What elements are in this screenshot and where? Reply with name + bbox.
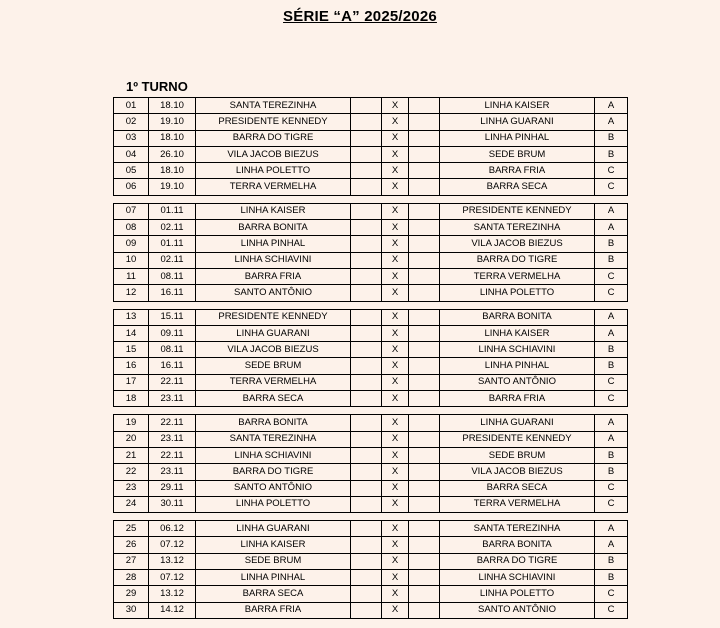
match-date-cell: 06.12 [149, 521, 196, 537]
match-number-cell: 28 [114, 570, 149, 586]
away-team-cell: VILA JACOB BIEZUS [440, 464, 595, 480]
away-score-cell [409, 220, 440, 236]
away-score-cell [409, 163, 440, 179]
away-team-cell: LINHA GUARANI [440, 415, 595, 431]
match-number-cell: 04 [114, 146, 149, 162]
match-number-cell: 16 [114, 358, 149, 374]
table-row [114, 496, 628, 512]
table-row [114, 98, 628, 114]
home-team-cell: LINHA GUARANI [196, 521, 351, 537]
table-row [114, 431, 628, 447]
table-row [114, 163, 628, 179]
versus-cell: X [382, 342, 409, 358]
match-number-cell: 02 [114, 114, 149, 130]
away-score-cell [409, 480, 440, 496]
away-score-cell [409, 342, 440, 358]
home-score-cell [351, 342, 382, 358]
match-date-cell: 01.11 [149, 203, 196, 219]
fixtures-table [113, 97, 628, 619]
match-date-cell: 26.10 [149, 146, 196, 162]
group-cell: B [595, 146, 628, 162]
away-score-cell [409, 268, 440, 284]
home-team-cell: SANTA TEREZINHA [196, 98, 351, 114]
group-cell: C [595, 496, 628, 512]
home-score-cell [351, 114, 382, 130]
versus-cell: X [382, 586, 409, 602]
match-date-cell: 02.11 [149, 220, 196, 236]
match-date-cell: 23.11 [149, 431, 196, 447]
group-cell: A [595, 325, 628, 341]
home-team-cell: BARRA FRIA [196, 602, 351, 618]
home-team-cell: LINHA POLETTO [196, 496, 351, 512]
away-team-cell: BARRA BONITA [440, 537, 595, 553]
versus-cell: X [382, 521, 409, 537]
home-score-cell [351, 203, 382, 219]
home-team-cell: SEDE BRUM [196, 553, 351, 569]
match-date-cell: 16.11 [149, 358, 196, 374]
match-number-cell: 05 [114, 163, 149, 179]
away-team-cell: BARRA BONITA [440, 309, 595, 325]
away-team-cell: SEDE BRUM [440, 447, 595, 463]
away-team-cell: SANTA TEREZINHA [440, 521, 595, 537]
table-row [114, 602, 628, 618]
home-score-cell [351, 146, 382, 162]
match-number-cell: 13 [114, 309, 149, 325]
group-cell: C [595, 374, 628, 390]
away-score-cell [409, 285, 440, 301]
away-team-cell: LINHA POLETTO [440, 285, 595, 301]
group-cell: C [595, 480, 628, 496]
table-block-separator-cell [114, 301, 595, 309]
home-score-cell [351, 496, 382, 512]
away-team-cell: LINHA GUARANI [440, 114, 595, 130]
match-date-cell: 07.12 [149, 570, 196, 586]
home-score-cell [351, 537, 382, 553]
home-team-cell: TERRA VERMELHA [196, 374, 351, 390]
home-score-cell [351, 464, 382, 480]
match-date-cell: 16.11 [149, 285, 196, 301]
home-team-cell: TERRA VERMELHA [196, 179, 351, 195]
away-team-cell: PRESIDENTE KENNEDY [440, 203, 595, 219]
home-score-cell [351, 391, 382, 407]
match-date-cell: 22.11 [149, 374, 196, 390]
table-row [114, 358, 628, 374]
table-row [114, 220, 628, 236]
match-number-cell: 19 [114, 415, 149, 431]
home-team-cell: VILA JACOB BIEZUS [196, 146, 351, 162]
home-score-cell [351, 309, 382, 325]
away-score-cell [409, 358, 440, 374]
match-number-cell: 24 [114, 496, 149, 512]
versus-cell: X [382, 179, 409, 195]
versus-cell: X [382, 325, 409, 341]
table-block-separator [114, 195, 628, 203]
away-score-cell [409, 496, 440, 512]
group-cell: C [595, 285, 628, 301]
home-score-cell [351, 325, 382, 341]
home-team-cell: BARRA DO TIGRE [196, 130, 351, 146]
away-score-cell [409, 98, 440, 114]
away-score-cell [409, 602, 440, 618]
versus-cell: X [382, 391, 409, 407]
home-score-cell [351, 179, 382, 195]
away-team-cell: LINHA SCHIAVINI [440, 342, 595, 358]
versus-cell: X [382, 553, 409, 569]
group-cell: C [595, 586, 628, 602]
home-score-cell [351, 268, 382, 284]
home-team-cell: VILA JACOB BIEZUS [196, 342, 351, 358]
match-date-cell: 15.11 [149, 309, 196, 325]
versus-cell: X [382, 464, 409, 480]
match-date-cell: 07.12 [149, 537, 196, 553]
match-date-cell: 01.11 [149, 236, 196, 252]
table-block-separator-cell [114, 407, 595, 415]
table-row [114, 179, 628, 195]
home-team-cell: BARRA BONITA [196, 220, 351, 236]
home-team-cell: PRESIDENTE KENNEDY [196, 309, 351, 325]
table-row [114, 537, 628, 553]
away-team-cell: TERRA VERMELHA [440, 496, 595, 512]
match-date-cell: 19.10 [149, 179, 196, 195]
versus-cell: X [382, 496, 409, 512]
home-team-cell: BARRA DO TIGRE [196, 464, 351, 480]
match-number-cell: 18 [114, 391, 149, 407]
home-score-cell [351, 553, 382, 569]
away-team-cell: LINHA KAISER [440, 98, 595, 114]
away-score-cell [409, 252, 440, 268]
versus-cell: X [382, 415, 409, 431]
table-row [114, 285, 628, 301]
versus-cell: X [382, 309, 409, 325]
group-cell: B [595, 342, 628, 358]
group-cell: A [595, 521, 628, 537]
away-score-cell [409, 325, 440, 341]
table-row [114, 309, 628, 325]
table-row [114, 342, 628, 358]
table-block-separator [114, 301, 628, 309]
match-number-cell: 11 [114, 268, 149, 284]
match-date-cell: 22.11 [149, 415, 196, 431]
home-score-cell [351, 252, 382, 268]
home-team-cell: SANTO ANTÔNIO [196, 480, 351, 496]
home-team-cell: LINHA PINHAL [196, 236, 351, 252]
versus-cell: X [382, 220, 409, 236]
table-row [114, 447, 628, 463]
home-score-cell [351, 480, 382, 496]
fixtures-table-body [114, 98, 628, 619]
page-title: SÉRIE “A” 2025/2026 [283, 8, 437, 25]
home-team-cell: LINHA SCHIAVINI [196, 447, 351, 463]
away-score-cell [409, 374, 440, 390]
home-score-cell [351, 220, 382, 236]
versus-cell: X [382, 236, 409, 252]
versus-cell: X [382, 146, 409, 162]
versus-cell: X [382, 570, 409, 586]
home-team-cell: SEDE BRUM [196, 358, 351, 374]
away-team-cell: BARRA DO TIGRE [440, 252, 595, 268]
away-team-cell: LINHA SCHIAVINI [440, 570, 595, 586]
versus-cell: X [382, 447, 409, 463]
group-cell: C [595, 391, 628, 407]
away-team-cell: VILA JACOB BIEZUS [440, 236, 595, 252]
home-score-cell [351, 358, 382, 374]
table-row [114, 130, 628, 146]
match-date-cell: 08.11 [149, 342, 196, 358]
home-score-cell [351, 98, 382, 114]
versus-cell: X [382, 114, 409, 130]
match-date-cell: 29.11 [149, 480, 196, 496]
home-team-cell: LINHA KAISER [196, 537, 351, 553]
away-team-cell: LINHA PINHAL [440, 130, 595, 146]
away-score-cell [409, 415, 440, 431]
away-score-cell [409, 114, 440, 130]
home-team-cell: SANTO ANTÔNIO [196, 285, 351, 301]
home-team-cell: BARRA FRIA [196, 268, 351, 284]
away-score-cell [409, 537, 440, 553]
match-number-cell: 09 [114, 236, 149, 252]
versus-cell: X [382, 285, 409, 301]
match-date-cell: 13.12 [149, 553, 196, 569]
match-date-cell: 18.10 [149, 130, 196, 146]
away-score-cell [409, 146, 440, 162]
match-date-cell: 09.11 [149, 325, 196, 341]
table-row [114, 586, 628, 602]
table-row [114, 268, 628, 284]
group-cell: B [595, 464, 628, 480]
home-score-cell [351, 285, 382, 301]
home-team-cell: PRESIDENTE KENNEDY [196, 114, 351, 130]
home-team-cell: BARRA SECA [196, 586, 351, 602]
away-score-cell [409, 203, 440, 219]
away-team-cell: BARRA FRIA [440, 391, 595, 407]
home-score-cell [351, 570, 382, 586]
group-cell: A [595, 309, 628, 325]
group-cell: B [595, 236, 628, 252]
away-score-cell [409, 431, 440, 447]
match-date-cell: 23.11 [149, 391, 196, 407]
away-score-cell [409, 130, 440, 146]
away-score-cell [409, 586, 440, 602]
away-team-cell: SANTO ANTÔNIO [440, 602, 595, 618]
table-row [114, 570, 628, 586]
versus-cell: X [382, 480, 409, 496]
group-cell: C [595, 163, 628, 179]
table-row [114, 553, 628, 569]
group-cell: B [595, 358, 628, 374]
group-cell: A [595, 537, 628, 553]
section-heading-turno: 1º TURNO [126, 79, 188, 94]
match-number-cell: 10 [114, 252, 149, 268]
group-cell: A [595, 415, 628, 431]
away-team-cell: BARRA DO TIGRE [440, 553, 595, 569]
match-number-cell: 06 [114, 179, 149, 195]
away-score-cell [409, 464, 440, 480]
table-row [114, 521, 628, 537]
versus-cell: X [382, 358, 409, 374]
match-number-cell: 03 [114, 130, 149, 146]
match-number-cell: 15 [114, 342, 149, 358]
versus-cell: X [382, 98, 409, 114]
group-cell: C [595, 602, 628, 618]
home-team-cell: LINHA POLETTO [196, 163, 351, 179]
table-row [114, 480, 628, 496]
home-score-cell [351, 374, 382, 390]
group-cell: B [595, 570, 628, 586]
versus-cell: X [382, 537, 409, 553]
table-row [114, 325, 628, 341]
home-team-cell: LINHA KAISER [196, 203, 351, 219]
away-score-cell [409, 521, 440, 537]
versus-cell: X [382, 431, 409, 447]
home-team-cell: SANTA TEREZINHA [196, 431, 351, 447]
home-team-cell: LINHA GUARANI [196, 325, 351, 341]
away-team-cell: LINHA KAISER [440, 325, 595, 341]
match-number-cell: 12 [114, 285, 149, 301]
match-date-cell: 08.11 [149, 268, 196, 284]
match-number-cell: 23 [114, 480, 149, 496]
versus-cell: X [382, 268, 409, 284]
home-score-cell [351, 586, 382, 602]
match-date-cell: 18.10 [149, 163, 196, 179]
away-team-cell: BARRA SECA [440, 480, 595, 496]
table-row [114, 391, 628, 407]
table-row [114, 415, 628, 431]
home-team-cell: BARRA BONITA [196, 415, 351, 431]
away-score-cell [409, 447, 440, 463]
match-number-cell: 01 [114, 98, 149, 114]
away-team-cell: BARRA SECA [440, 179, 595, 195]
match-date-cell: 30.11 [149, 496, 196, 512]
away-score-cell [409, 391, 440, 407]
versus-cell: X [382, 130, 409, 146]
group-cell: B [595, 447, 628, 463]
table-row [114, 114, 628, 130]
match-date-cell: 18.10 [149, 98, 196, 114]
group-cell: B [595, 553, 628, 569]
table-row [114, 236, 628, 252]
away-team-cell: LINHA PINHAL [440, 358, 595, 374]
home-score-cell [351, 163, 382, 179]
away-team-cell: SANTO ANTÔNIO [440, 374, 595, 390]
match-number-cell: 29 [114, 586, 149, 602]
home-score-cell [351, 130, 382, 146]
versus-cell: X [382, 163, 409, 179]
away-score-cell [409, 553, 440, 569]
group-cell: A [595, 220, 628, 236]
versus-cell: X [382, 252, 409, 268]
match-number-cell: 25 [114, 521, 149, 537]
home-score-cell [351, 521, 382, 537]
away-team-cell: PRESIDENTE KENNEDY [440, 431, 595, 447]
away-score-cell [409, 309, 440, 325]
match-number-cell: 14 [114, 325, 149, 341]
versus-cell: X [382, 203, 409, 219]
table-row [114, 374, 628, 390]
home-team-cell: LINHA PINHAL [196, 570, 351, 586]
group-cell: A [595, 114, 628, 130]
match-number-cell: 08 [114, 220, 149, 236]
home-score-cell [351, 236, 382, 252]
match-date-cell: 14.12 [149, 602, 196, 618]
home-score-cell [351, 447, 382, 463]
home-score-cell [351, 415, 382, 431]
match-number-cell: 30 [114, 602, 149, 618]
group-cell: A [595, 431, 628, 447]
match-date-cell: 13.12 [149, 586, 196, 602]
home-score-cell [351, 431, 382, 447]
home-team-cell: BARRA SECA [196, 391, 351, 407]
away-team-cell: BARRA FRIA [440, 163, 595, 179]
match-date-cell: 02.11 [149, 252, 196, 268]
group-cell: B [595, 252, 628, 268]
versus-cell: X [382, 602, 409, 618]
match-date-cell: 19.10 [149, 114, 196, 130]
table-block-separator [114, 513, 628, 521]
table-row [114, 252, 628, 268]
match-date-cell: 23.11 [149, 464, 196, 480]
versus-cell: X [382, 374, 409, 390]
away-score-cell [409, 236, 440, 252]
away-team-cell: TERRA VERMELHA [440, 268, 595, 284]
fixtures-table-wrapper [113, 97, 615, 619]
away-score-cell [409, 570, 440, 586]
match-number-cell: 17 [114, 374, 149, 390]
away-team-cell: SANTA TEREZINHA [440, 220, 595, 236]
group-cell: A [595, 203, 628, 219]
match-number-cell: 26 [114, 537, 149, 553]
table-block-separator [114, 407, 628, 415]
table-block-separator-cell [114, 195, 595, 203]
table-row [114, 464, 628, 480]
match-number-cell: 07 [114, 203, 149, 219]
away-team-cell: SEDE BRUM [440, 146, 595, 162]
match-number-cell: 27 [114, 553, 149, 569]
away-team-cell: LINHA POLETTO [440, 586, 595, 602]
group-cell: C [595, 179, 628, 195]
table-row [114, 203, 628, 219]
table-block-separator-cell [114, 513, 595, 521]
group-cell: A [595, 98, 628, 114]
table-row [114, 146, 628, 162]
match-date-cell: 22.11 [149, 447, 196, 463]
home-team-cell: LINHA SCHIAVINI [196, 252, 351, 268]
match-number-cell: 22 [114, 464, 149, 480]
group-cell: B [595, 130, 628, 146]
match-number-cell: 21 [114, 447, 149, 463]
match-number-cell: 20 [114, 431, 149, 447]
group-cell: C [595, 268, 628, 284]
home-score-cell [351, 602, 382, 618]
away-score-cell [409, 179, 440, 195]
